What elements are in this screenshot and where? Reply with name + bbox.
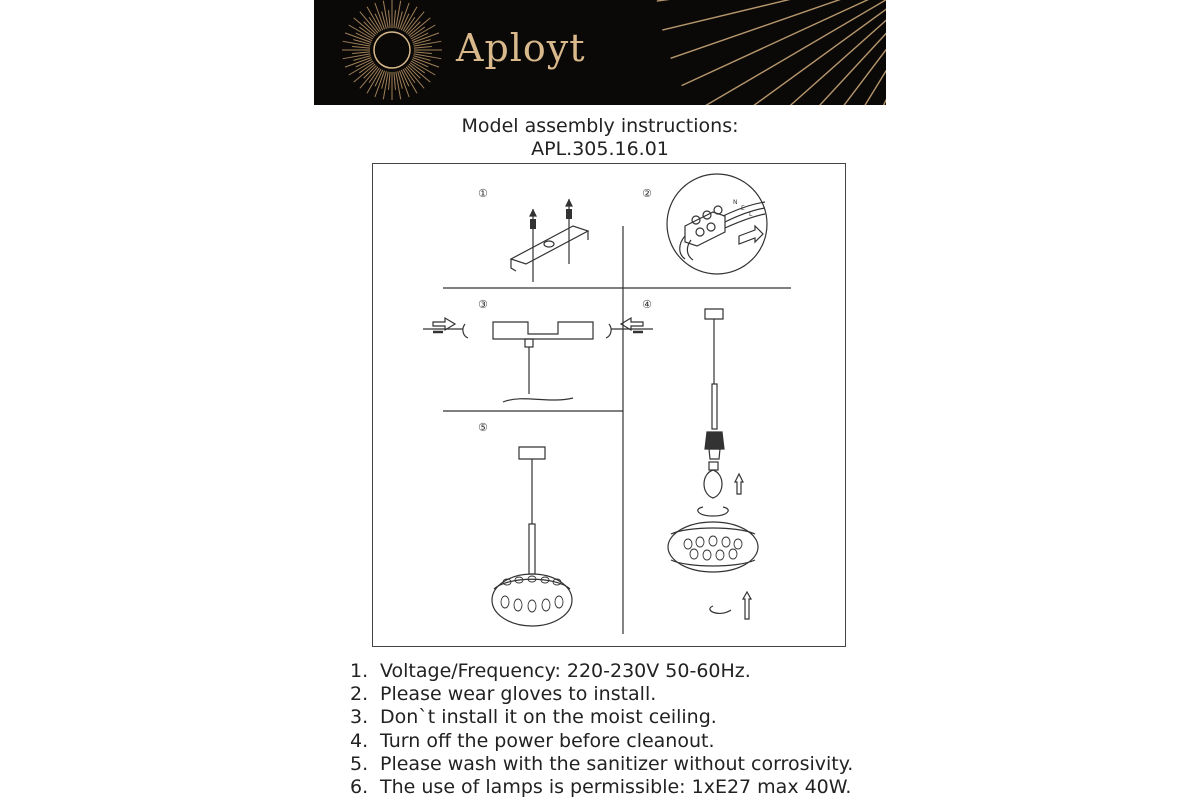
assembly-diagram <box>372 163 846 647</box>
list-item: 3. Don`t install it on the moist ceiling. <box>350 706 717 729</box>
step-2-number: ② <box>642 187 652 200</box>
sun-ray <box>352 52 370 54</box>
sun-ray <box>343 41 371 46</box>
sun-ray <box>750 0 886 105</box>
sunburst-decoration <box>314 0 886 105</box>
document-title: Model assembly instructions: <box>461 115 739 137</box>
sun-ray <box>682 0 886 86</box>
sun-logo-icon <box>374 32 410 68</box>
sun-ray <box>414 54 442 59</box>
step-1-number: ① <box>478 187 488 200</box>
sun-ray <box>389 72 391 90</box>
sun-ray <box>389 10 391 28</box>
step-3-number: ③ <box>478 298 488 311</box>
list-item: 1. Voltage/Frequency: 220-230V 50-60Hz. <box>350 660 751 682</box>
wire-label-e: E <box>741 205 745 212</box>
sun-ray <box>383 1 388 29</box>
brand-banner <box>314 0 886 105</box>
sun-ray <box>352 47 370 49</box>
list-item: 6. The use of lamps is permissible: 1xE27 max 40W. <box>350 776 852 799</box>
step-1-bracket-illustration <box>511 199 588 282</box>
sun-ray <box>414 52 432 54</box>
list-item: 2. Please wear gloves to install. <box>350 683 657 706</box>
step-4-number: ④ <box>642 298 652 311</box>
list-item: 5. Please wash with the sanitizer without corrosivity. <box>350 752 854 775</box>
sun-ray <box>414 47 432 49</box>
sun-ray <box>383 72 388 100</box>
wire-label-l: L <box>749 211 753 218</box>
step-2-terminal-illustration <box>667 174 767 274</box>
model-number: APL.305.16.01 <box>531 138 669 160</box>
step-5-number: ⑤ <box>478 421 488 434</box>
wire-label-n: N <box>733 199 738 206</box>
sun-ray <box>797 0 886 105</box>
sun-ray <box>396 72 401 100</box>
sun-ray <box>662 0 886 30</box>
sun-ray <box>396 1 401 29</box>
step-5-assembled-illustration <box>492 447 572 626</box>
list-item: 4. Turn off the power before cleanout. <box>350 729 715 752</box>
sun-ray <box>394 10 396 28</box>
safety-notes-list <box>350 660 853 799</box>
sun-ray <box>657 0 886 1</box>
step-3-canopy-illustration <box>423 318 653 402</box>
step-4-exploded-illustration <box>668 309 758 619</box>
brand-logo-text: Aployt <box>456 26 586 70</box>
sun-ray <box>414 41 442 46</box>
sun-ray <box>343 54 371 59</box>
sun-ray <box>394 72 396 90</box>
